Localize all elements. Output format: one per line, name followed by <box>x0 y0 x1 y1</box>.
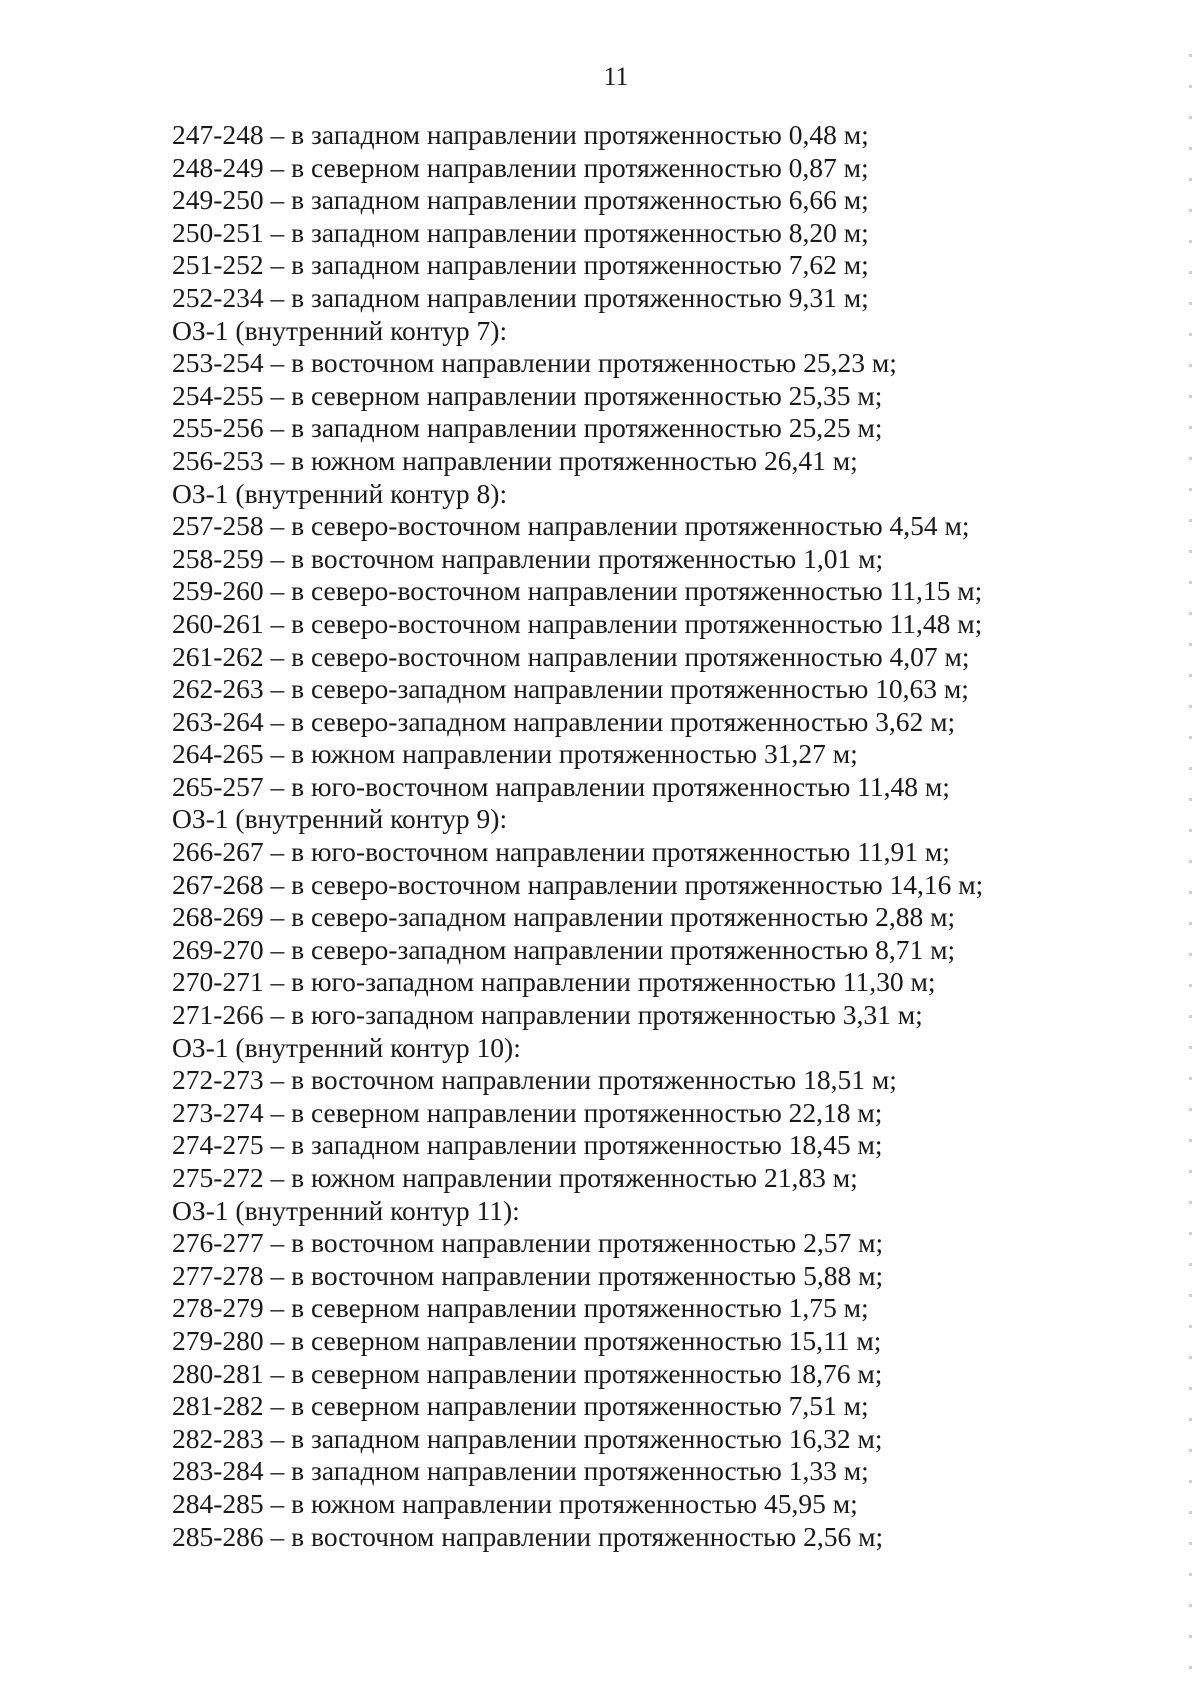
segment-line: 259-260 – в северо-восточном направлении протяженностью 11,15 м; <box>172 575 983 607</box>
segment-line: 279-280 – в северном направлении протяженностью 15,11 м; <box>172 1324 882 1356</box>
segment-line: 247-248 – в западном направлении протяженностью 0,48 м; <box>172 119 869 150</box>
page-number: 11 <box>603 62 629 91</box>
segment-line: 256-253 – в южном направлении протяженностью 26,41 м; <box>172 444 858 476</box>
segment-line: 271-266 – в юго-западном направлении протяженностью 3,31 м; <box>172 999 923 1031</box>
segment-line: 250-251 – в западном направлении протяженностью 8,20 м; <box>172 216 869 248</box>
segment-line: 266-267 – в юго-восточном направлении протяженностью 11,91 м; <box>172 836 950 868</box>
segment-line: 261-262 – в северо-восточном направлении протяженностью 4,07 м; <box>172 640 970 672</box>
segment-line: 252-234 – в западном направлении протяженностью 9,31 м; <box>172 281 869 313</box>
segment-line: 249-250 – в западном направлении протяженностью 6,66 м; <box>172 184 869 216</box>
segment-line: 255-256 – в западном направлении протяженностью 25,25 м; <box>172 412 883 444</box>
contour-heading: ОЗ-1 (внутренний контур 7): <box>172 314 508 346</box>
segment-line: 251-252 – в западном направлении протяженностью 7,62 м; <box>172 249 869 281</box>
segment-line: 285-286 – в восточном направлении протяженностью 2,56 м; <box>172 1520 884 1552</box>
document-body <box>172 119 1072 1553</box>
segment-line: 274-275 – в западном направлении протяженностью 18,45 м; <box>172 1129 883 1161</box>
contour-heading: ОЗ-1 (внутренний контур 9): <box>172 803 508 835</box>
segment-line: 284-285 – в южном направлении протяженностью 45,95 м; <box>172 1487 858 1519</box>
segment-line: 248-249 – в северном направлении протяженностью 0,87 м; <box>172 151 869 183</box>
segment-line: 280-281 – в северном направлении протяженностью 18,76 м; <box>172 1357 883 1389</box>
scan-edge-artifact <box>1189 40 1192 1670</box>
segment-line: 260-261 – в северо-восточном направлении протяженностью 11,48 м; <box>172 607 983 639</box>
segment-line: 269-270 – в северо-западном направлении протяженностью 8,71 м; <box>172 933 956 965</box>
segment-line: 262-263 – в северо-западном направлении протяженностью 10,63 м; <box>172 673 969 705</box>
segment-line: 258-259 – в восточном направлении протяженностью 1,01 м; <box>172 542 884 574</box>
segment-line: 276-277 – в восточном направлении протяженностью 2,57 м; <box>172 1227 884 1259</box>
segment-line: 270-271 – в юго-западном направлении протяженностью 11,30 м; <box>172 966 936 998</box>
contour-heading: ОЗ-1 (внутренний контур 8): <box>172 477 508 509</box>
segment-line: 275-272 – в южном направлении протяженностью 21,83 м; <box>172 1162 858 1193</box>
segment-line: 254-255 – в северном направлении протяженностью 25,35 м; <box>172 379 883 411</box>
segment-line: 282-283 – в западном направлении протяженностью 16,32 м; <box>172 1422 883 1454</box>
contour-heading: ОЗ-1 (внутренний контур 10): <box>172 1031 521 1063</box>
segment-line: 264-265 – в южном направлении протяженностью 31,27 м; <box>172 738 858 770</box>
segment-line: 281-282 – в северном направлении протяженностью 7,51 м; <box>172 1390 869 1422</box>
segment-line: 263-264 – в северо-западном направлении протяженностью 3,62 м; <box>172 705 956 737</box>
segment-line: 278-279 – в северном направлении протяженностью 1,75 м; <box>172 1292 869 1324</box>
segment-line: 265-257 – в юго-восточном направлении протяженностью 11,48 м; <box>172 770 950 802</box>
segment-line: 268-269 – в северо-западном направлении протяженностью 2,88 м; <box>172 901 956 933</box>
segment-line: 257-258 – в северо-восточном направлении протяженностью 4,54 м; <box>172 510 970 542</box>
segment-line: 283-284 – в западном направлении протяженностью 1,33 м; <box>172 1455 869 1487</box>
segment-line: 272-273 – в восточном направлении протяженностью 18,51 м; <box>172 1064 897 1096</box>
segment-line: 267-268 – в северо-восточном направлении протяженностью 14,16 м; <box>172 868 984 900</box>
segment-line: 253-254 – в восточном направлении протяженностью 25,23 м; <box>172 347 897 379</box>
segment-line: 273-274 – в северном направлении протяженностью 22,18 м; <box>172 1096 883 1128</box>
contour-heading: ОЗ-1 (внутренний контур 11): <box>172 1194 520 1226</box>
segment-line: 277-278 – в восточном направлении протяженностью 5,88 м; <box>172 1259 884 1291</box>
